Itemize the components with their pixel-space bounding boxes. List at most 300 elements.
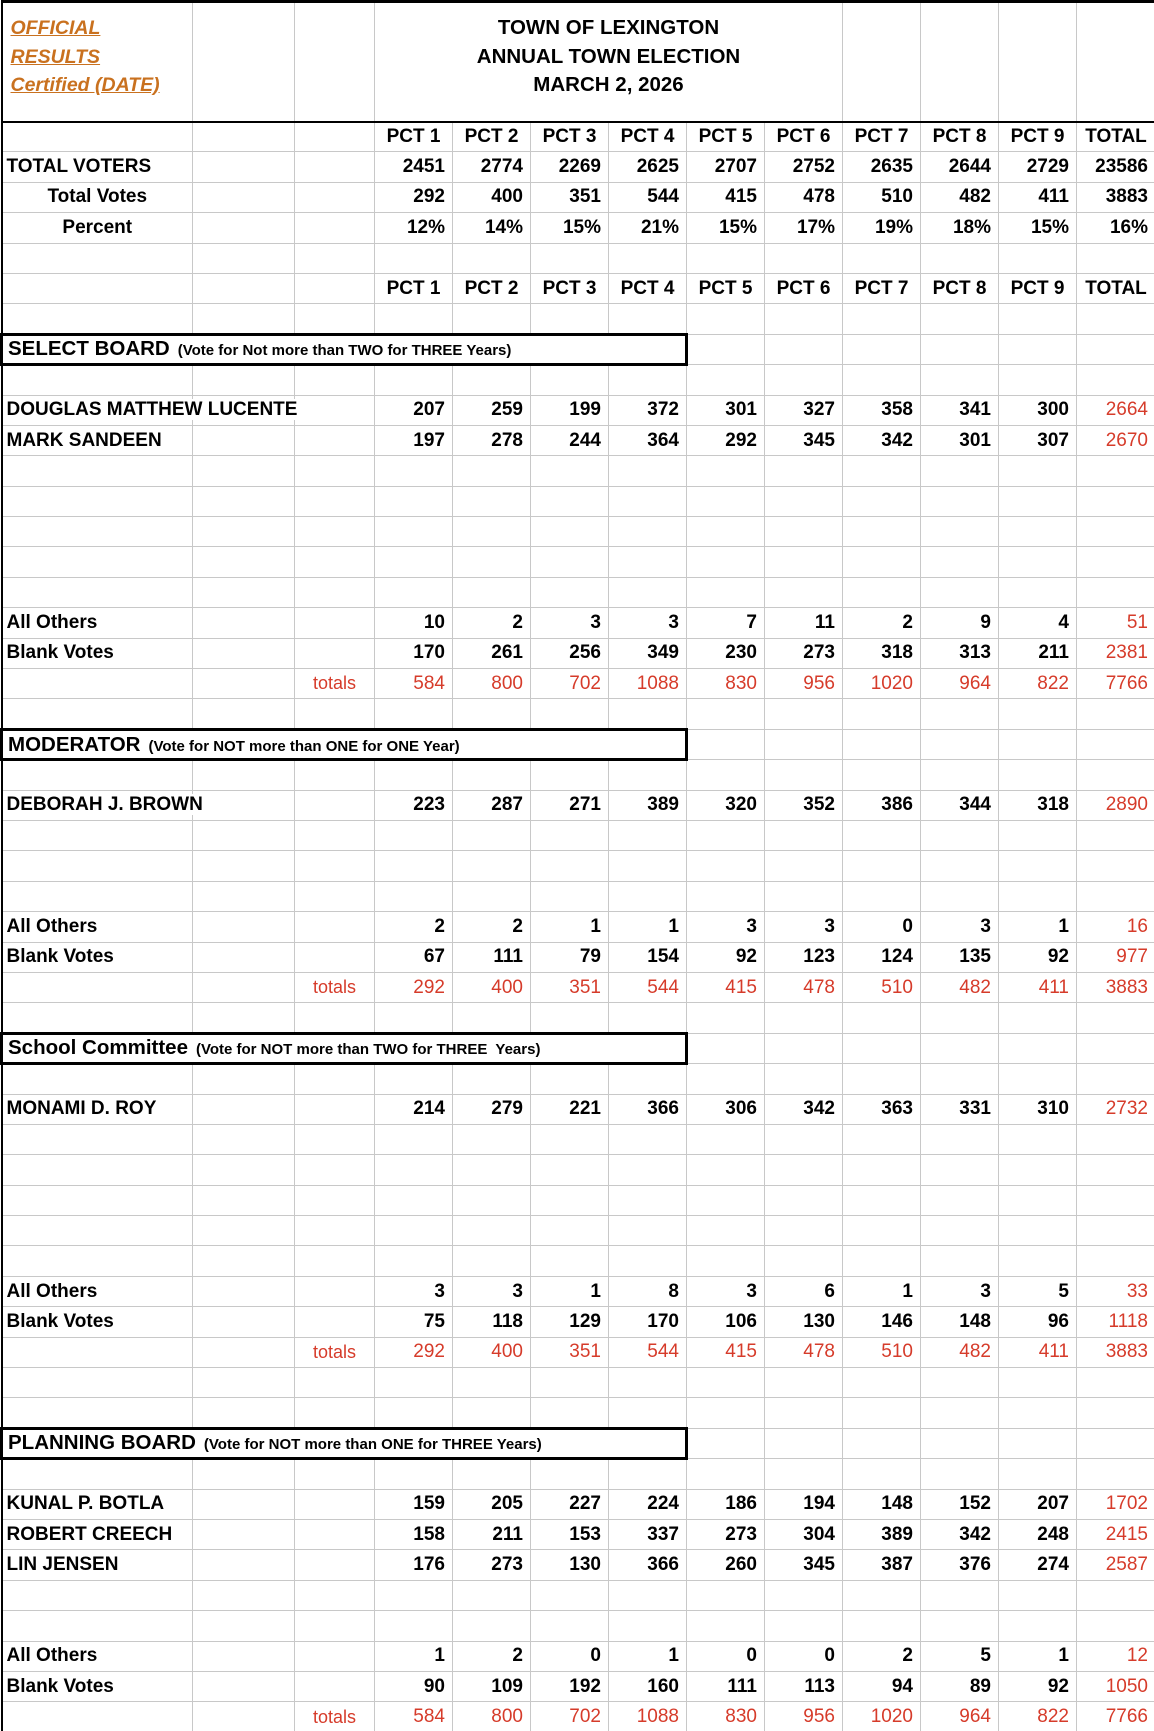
empty-cell	[375, 456, 453, 486]
empty-cell	[1077, 1064, 1154, 1094]
empty-cell	[921, 1398, 999, 1428]
empty-cell	[2, 1368, 193, 1398]
vote-count-cell: 2707	[687, 152, 765, 182]
vote-count-cell: 15%	[687, 213, 765, 243]
empty-cell	[1077, 1033, 1154, 1063]
column-header-pct-6: PCT 6	[765, 122, 843, 152]
empty-cell	[453, 1611, 531, 1641]
empty-cell	[193, 517, 295, 547]
row-total-cell: 2732	[1077, 1094, 1154, 1124]
vote-count-cell: 94	[843, 1671, 921, 1701]
vote-count-cell: 364	[609, 425, 687, 455]
row-candidate	[2, 1307, 1154, 1337]
vote-count-cell: 21%	[609, 213, 687, 243]
column-header-pct-4: PCT 4	[609, 122, 687, 152]
vote-count-cell: 111	[453, 942, 531, 972]
empty-cell	[1077, 1368, 1154, 1398]
empty-cell	[375, 1611, 453, 1641]
empty-cell	[531, 456, 609, 486]
vote-count-cell: 366	[609, 1550, 687, 1580]
empty-cell	[687, 486, 765, 516]
vote-count-cell: 1	[375, 1641, 453, 1671]
vote-count-cell: 1	[843, 1276, 921, 1306]
empty-cell	[765, 881, 843, 911]
empty-cell	[765, 729, 843, 759]
empty-cell	[295, 152, 375, 182]
vote-count-cell: 92	[999, 1671, 1077, 1701]
empty-cell	[295, 122, 375, 152]
empty-cell	[193, 1671, 295, 1701]
vote-count-cell: 341	[921, 395, 999, 425]
section-note: (Vote for NOT more than ONE for ONE Year)	[148, 737, 460, 755]
column-header-total: TOTAL	[1077, 273, 1154, 303]
vote-count-cell: 320	[687, 790, 765, 820]
row-empty	[2, 1216, 1154, 1246]
empty-cell	[843, 1246, 921, 1276]
column-header-pct-3: PCT 3	[531, 122, 609, 152]
empty-cell	[193, 122, 295, 152]
empty-cell	[193, 1519, 295, 1549]
empty-cell	[999, 729, 1077, 759]
row-section	[2, 1033, 1154, 1063]
empty-cell	[1077, 1155, 1154, 1185]
column-header-pct-5: PCT 5	[687, 273, 765, 303]
row-pct_header	[2, 122, 1154, 152]
empty-cell	[193, 669, 295, 699]
row-empty	[2, 486, 1154, 516]
column-header-pct-2: PCT 2	[453, 273, 531, 303]
row-empty	[2, 1246, 1154, 1276]
row-total-cell: 3883	[1077, 182, 1154, 212]
empty-cell	[2, 122, 193, 152]
vote-count-cell: 224	[609, 1489, 687, 1519]
vote-count-cell: 135	[921, 942, 999, 972]
empty-cell	[999, 1428, 1077, 1458]
empty-cell	[765, 1368, 843, 1398]
row-label-cell	[2, 1519, 193, 1549]
row-label-cell	[2, 1489, 193, 1519]
empty-cell	[193, 972, 295, 1002]
empty-cell	[687, 1459, 765, 1489]
row-pct_header	[2, 273, 1154, 303]
empty-cell	[531, 547, 609, 577]
vote-count-cell: 1	[609, 1641, 687, 1671]
empty-cell	[609, 881, 687, 911]
vote-count-cell: 584	[375, 669, 453, 699]
empty-cell	[999, 243, 1077, 273]
empty-cell	[531, 1064, 609, 1094]
vote-count-cell: 5	[921, 1641, 999, 1671]
empty-cell	[1077, 304, 1154, 334]
empty-cell	[295, 638, 375, 668]
empty-cell	[2, 1337, 193, 1367]
empty-cell	[843, 334, 921, 364]
candidate-name: Blank Votes	[6, 946, 114, 968]
vote-count-cell: 14%	[453, 213, 531, 243]
empty-cell	[193, 1337, 295, 1367]
empty-cell	[2, 273, 193, 303]
vote-count-cell: 211	[453, 1519, 531, 1549]
vote-count-cell: 301	[687, 395, 765, 425]
empty-cell	[921, 304, 999, 334]
empty-cell	[999, 1580, 1077, 1610]
empty-cell	[375, 1580, 453, 1610]
vote-count-cell: 376	[921, 1550, 999, 1580]
empty-cell	[687, 1064, 765, 1094]
empty-cell	[531, 365, 609, 395]
empty-cell	[531, 1185, 609, 1215]
vote-count-cell: 3	[921, 1276, 999, 1306]
row-empty	[2, 456, 1154, 486]
official-results-line: OFFICIAL	[10, 17, 101, 39]
empty-cell	[453, 699, 531, 729]
empty-cell	[295, 1246, 375, 1276]
empty-cell	[193, 365, 295, 395]
row-title	[2, 2, 1154, 122]
empty-cell	[453, 517, 531, 547]
totals-label: totals	[295, 1337, 375, 1367]
empty-cell	[687, 1033, 765, 1063]
vote-count-cell: 1	[999, 912, 1077, 942]
empty-cell	[999, 1003, 1077, 1033]
empty-cell	[921, 577, 999, 607]
vote-count-cell: 2752	[765, 152, 843, 182]
vote-count-cell: 248	[999, 1519, 1077, 1549]
empty-cell	[531, 1398, 609, 1428]
empty-cell	[765, 1124, 843, 1154]
vote-count-cell: 2635	[843, 152, 921, 182]
empty-cell	[295, 1276, 375, 1306]
empty-cell	[295, 1124, 375, 1154]
empty-cell	[843, 1003, 921, 1033]
empty-cell	[765, 1216, 843, 1246]
empty-cell	[765, 486, 843, 516]
empty-cell	[843, 729, 921, 759]
empty-cell	[375, 1216, 453, 1246]
empty-cell	[295, 1580, 375, 1610]
empty-cell	[295, 608, 375, 638]
vote-count-cell: 256	[531, 638, 609, 668]
row-label-cell	[2, 152, 193, 182]
empty-cell	[193, 851, 295, 881]
row-totals	[2, 1337, 1154, 1367]
vote-count-cell: 221	[531, 1094, 609, 1124]
row-candidate	[2, 1519, 1154, 1549]
vote-count-cell: 702	[531, 1702, 609, 1731]
vote-count-cell: 111	[687, 1671, 765, 1701]
column-header-pct-6: PCT 6	[765, 273, 843, 303]
vote-count-cell: 273	[765, 638, 843, 668]
empty-cell	[2, 881, 193, 911]
empty-cell	[843, 881, 921, 911]
vote-count-cell: 130	[765, 1307, 843, 1337]
vote-count-cell: 2269	[531, 152, 609, 182]
vote-count-cell: 15%	[531, 213, 609, 243]
vote-count-cell: 92	[687, 942, 765, 972]
empty-cell	[1077, 243, 1154, 273]
empty-cell	[1077, 881, 1154, 911]
row-total-cell: 2664	[1077, 395, 1154, 425]
candidate-name: ROBERT CREECH	[6, 1523, 173, 1545]
empty-cell	[999, 334, 1077, 364]
row-empty	[2, 1003, 1154, 1033]
row-empty	[2, 304, 1154, 334]
empty-cell	[843, 1185, 921, 1215]
empty-cell	[609, 1580, 687, 1610]
empty-cell	[193, 1276, 295, 1306]
vote-count-cell: 307	[999, 425, 1077, 455]
empty-cell	[193, 2, 295, 122]
vote-count-cell: 1	[999, 1641, 1077, 1671]
candidate-name: All Others	[6, 611, 98, 633]
vote-count-cell: 956	[765, 1702, 843, 1731]
row-empty	[2, 547, 1154, 577]
empty-cell	[843, 243, 921, 273]
empty-cell	[2, 517, 193, 547]
candidate-name: MONAMI D. ROY	[6, 1098, 157, 1120]
empty-cell	[843, 1611, 921, 1641]
empty-cell	[2, 1216, 193, 1246]
empty-cell	[687, 547, 765, 577]
empty-cell	[193, 608, 295, 638]
empty-cell	[687, 760, 765, 790]
row-total-cell: 16	[1077, 912, 1154, 942]
row-candidate	[2, 1641, 1154, 1671]
empty-cell	[999, 1459, 1077, 1489]
vote-count-cell: 351	[531, 182, 609, 212]
vote-count-cell: 478	[765, 1337, 843, 1367]
totals-label: totals	[295, 1702, 375, 1731]
empty-cell	[843, 699, 921, 729]
empty-cell	[295, 790, 375, 820]
empty-cell	[531, 577, 609, 607]
row-empty	[2, 243, 1154, 273]
empty-cell	[1077, 1003, 1154, 1033]
empty-cell	[609, 760, 687, 790]
vote-count-cell: 9	[921, 608, 999, 638]
vote-count-cell: 800	[453, 669, 531, 699]
empty-cell	[2, 1185, 193, 1215]
vote-count-cell: 96	[999, 1307, 1077, 1337]
empty-cell	[2, 243, 193, 273]
official-results-line: RESULTS	[10, 45, 101, 68]
empty-cell	[193, 942, 295, 972]
empty-cell	[453, 486, 531, 516]
vote-count-cell: 0	[531, 1641, 609, 1671]
empty-cell	[295, 1398, 375, 1428]
candidate-name: All Others	[6, 1645, 98, 1667]
vote-count-cell: 411	[999, 182, 1077, 212]
empty-cell	[193, 1185, 295, 1215]
empty-cell	[765, 820, 843, 850]
empty-cell	[531, 1155, 609, 1185]
section-header	[2, 334, 687, 364]
empty-cell	[999, 1033, 1077, 1063]
empty-cell	[193, 1611, 295, 1641]
empty-cell	[921, 1124, 999, 1154]
vote-count-cell: 123	[765, 942, 843, 972]
empty-cell	[999, 365, 1077, 395]
vote-count-cell: 349	[609, 638, 687, 668]
empty-cell	[193, 638, 295, 668]
empty-cell	[193, 547, 295, 577]
empty-cell	[687, 1246, 765, 1276]
empty-cell	[375, 304, 453, 334]
vote-count-cell: 352	[765, 790, 843, 820]
empty-cell	[687, 881, 765, 911]
empty-cell	[765, 1398, 843, 1428]
empty-cell	[1077, 1398, 1154, 1428]
empty-cell	[609, 1398, 687, 1428]
column-header-pct-9: PCT 9	[999, 273, 1077, 303]
empty-cell	[531, 851, 609, 881]
row-empty	[2, 820, 1154, 850]
vote-count-cell: 3	[687, 912, 765, 942]
vote-count-cell: 92	[999, 942, 1077, 972]
row-label-cell	[2, 182, 193, 212]
vote-count-cell: 1088	[609, 1702, 687, 1731]
row-candidate	[2, 1276, 1154, 1306]
vote-count-cell: 2	[453, 608, 531, 638]
vote-count-cell: 544	[609, 972, 687, 1002]
vote-count-cell: 75	[375, 1307, 453, 1337]
vote-count-cell: 400	[453, 182, 531, 212]
empty-cell	[687, 334, 765, 364]
empty-cell	[375, 1368, 453, 1398]
vote-count-cell: 3	[609, 608, 687, 638]
empty-cell	[843, 456, 921, 486]
empty-cell	[453, 1155, 531, 1185]
empty-cell	[921, 851, 999, 881]
vote-count-cell: 342	[843, 425, 921, 455]
empty-cell	[843, 1033, 921, 1063]
vote-count-cell: 822	[999, 669, 1077, 699]
empty-cell	[295, 213, 375, 243]
empty-cell	[295, 273, 375, 303]
section-note: (Vote for Not more than TWO for THREE Years)	[177, 342, 512, 360]
empty-cell	[921, 1459, 999, 1489]
empty-cell	[843, 304, 921, 334]
empty-cell	[999, 1185, 1077, 1215]
vote-count-cell: 278	[453, 425, 531, 455]
row-label-cell	[2, 1307, 193, 1337]
empty-cell	[843, 1368, 921, 1398]
vote-count-cell: 259	[453, 395, 531, 425]
empty-cell	[2, 456, 193, 486]
empty-cell	[921, 1611, 999, 1641]
empty-cell	[375, 243, 453, 273]
empty-cell	[453, 1064, 531, 1094]
vote-count-cell: 351	[531, 972, 609, 1002]
vote-count-cell: 2	[453, 1641, 531, 1671]
vote-count-cell: 342	[921, 1519, 999, 1549]
empty-cell	[2, 1155, 193, 1185]
empty-cell	[2, 851, 193, 881]
vote-count-cell: 207	[999, 1489, 1077, 1519]
candidate-name: Blank Votes	[6, 642, 114, 664]
empty-cell	[999, 1246, 1077, 1276]
vote-count-cell: 389	[843, 1519, 921, 1549]
empty-cell	[687, 1155, 765, 1185]
row-total-cell: 2415	[1077, 1519, 1154, 1549]
vote-count-cell: 15%	[999, 213, 1077, 243]
empty-cell	[609, 699, 687, 729]
empty-cell	[295, 425, 375, 455]
empty-cell	[765, 851, 843, 881]
empty-cell	[1077, 760, 1154, 790]
vote-count-cell: 274	[999, 1550, 1077, 1580]
empty-cell	[609, 365, 687, 395]
empty-cell	[687, 1398, 765, 1428]
empty-cell	[375, 365, 453, 395]
vote-count-cell: 113	[765, 1671, 843, 1701]
empty-cell	[2, 1611, 193, 1641]
empty-cell	[2, 1064, 193, 1094]
empty-cell	[687, 577, 765, 607]
empty-cell	[843, 2, 921, 122]
section-title: School Committee	[8, 1036, 188, 1060]
empty-cell	[687, 1580, 765, 1610]
candidate-name: DOUGLAS MATTHEW LUCENTE	[6, 399, 298, 421]
row-empty	[2, 1398, 1154, 1428]
empty-cell	[1077, 2, 1154, 122]
row-empty	[2, 760, 1154, 790]
empty-cell	[2, 669, 193, 699]
empty-cell	[295, 1185, 375, 1215]
empty-cell	[609, 820, 687, 850]
vote-count-cell: 227	[531, 1489, 609, 1519]
empty-cell	[921, 760, 999, 790]
empty-cell	[921, 1033, 999, 1063]
empty-cell	[531, 1246, 609, 1276]
empty-cell	[687, 1611, 765, 1641]
vote-count-cell: 304	[765, 1519, 843, 1549]
vote-count-cell: 223	[375, 790, 453, 820]
empty-cell	[531, 486, 609, 516]
empty-cell	[609, 456, 687, 486]
vote-count-cell: 2644	[921, 152, 999, 182]
vote-count-cell: 482	[921, 1337, 999, 1367]
empty-cell	[765, 699, 843, 729]
empty-cell	[453, 547, 531, 577]
row-empty	[2, 365, 1154, 395]
row-candidate	[2, 942, 1154, 972]
row-candidate	[2, 1094, 1154, 1124]
vote-count-cell: 822	[999, 1702, 1077, 1731]
vote-count-cell: 3	[531, 608, 609, 638]
empty-cell	[921, 1185, 999, 1215]
empty-cell	[921, 486, 999, 516]
empty-cell	[999, 1064, 1077, 1094]
section-title: SELECT BOARD	[8, 337, 170, 361]
vote-count-cell: 318	[999, 790, 1077, 820]
empty-cell	[921, 1064, 999, 1094]
row-total-cell: 977	[1077, 942, 1154, 972]
vote-count-cell: 342	[765, 1094, 843, 1124]
candidate-name: All Others	[6, 1280, 98, 1302]
empty-cell	[295, 1550, 375, 1580]
empty-cell	[999, 547, 1077, 577]
empty-cell	[193, 182, 295, 212]
empty-cell	[687, 729, 765, 759]
empty-cell	[999, 820, 1077, 850]
vote-count-cell: 176	[375, 1550, 453, 1580]
empty-cell	[375, 1124, 453, 1154]
empty-cell	[687, 243, 765, 273]
empty-cell	[765, 1185, 843, 1215]
section-title: PLANNING BOARD	[8, 1431, 196, 1455]
empty-cell	[921, 517, 999, 547]
